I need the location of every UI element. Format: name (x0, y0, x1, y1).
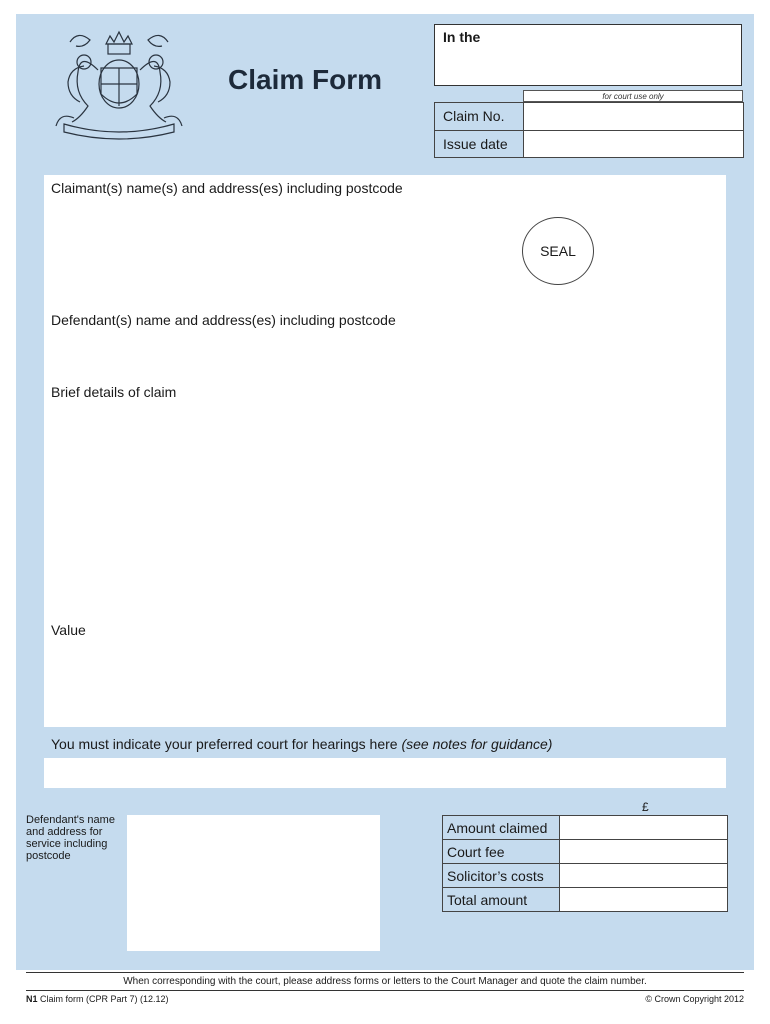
seal-circle (522, 217, 594, 285)
issue-date-field[interactable] (524, 130, 744, 158)
form-title: Claim Form (228, 64, 383, 95)
preferred-court-field[interactable] (44, 758, 726, 788)
service-address-label: Defendant's name and address for service including postcode (26, 814, 115, 862)
claim-reference-table (434, 102, 744, 158)
value-label: Value (51, 622, 86, 638)
issue-date-label: Issue date (435, 130, 524, 158)
form-reference (26, 994, 169, 1004)
defendant-label: Defendant(s) name and address(es) including postcode (51, 312, 396, 328)
in-the-label: In the (443, 29, 481, 45)
claim-no-label: Claim No. (435, 103, 524, 131)
court-fee-field[interactable] (560, 840, 728, 864)
service-address-field[interactable] (127, 815, 380, 951)
brief-details-label: Brief details of claim (51, 384, 177, 400)
claimant-label: Claimant(s) name(s) and address(es) including postcode (51, 180, 403, 196)
total-amount-label: Total amount (443, 888, 560, 912)
form-code: N1 (26, 994, 38, 1004)
total-amount-field[interactable] (560, 888, 728, 912)
seal-label: SEAL (540, 243, 576, 259)
amounts-table (442, 815, 728, 912)
amount-claimed-field[interactable] (560, 816, 728, 840)
court-fee-label: Court fee (443, 840, 560, 864)
amount-claimed-label: Amount claimed (443, 816, 560, 840)
preferred-court-text: You must indicate your preferred court for hearings here (51, 736, 398, 752)
court-use-note: for court use only (523, 90, 743, 102)
preferred-court-guidance: (see notes for guidance) (401, 736, 553, 752)
form-name: Claim form (CPR Part 7) (12.12) (40, 994, 169, 1004)
footer-note: When corresponding with the court, please address forms or letters to the Court Manager and quote the claim number. (123, 976, 647, 987)
royal-coat-of-arms-icon (40, 22, 198, 140)
footer-divider (26, 972, 744, 973)
claim-details-area[interactable] (44, 175, 726, 727)
solicitors-costs-field[interactable] (560, 864, 728, 888)
claim-no-field[interactable] (524, 103, 744, 131)
currency-symbol: £ (642, 800, 649, 814)
court-name-field[interactable] (434, 24, 742, 86)
copyright-notice: © Crown Copyright 2012 (645, 994, 744, 1004)
solicitors-costs-label: Solicitor’s costs (443, 864, 560, 888)
footer-divider-lower (26, 990, 744, 991)
preferred-court-instruction (51, 736, 552, 752)
